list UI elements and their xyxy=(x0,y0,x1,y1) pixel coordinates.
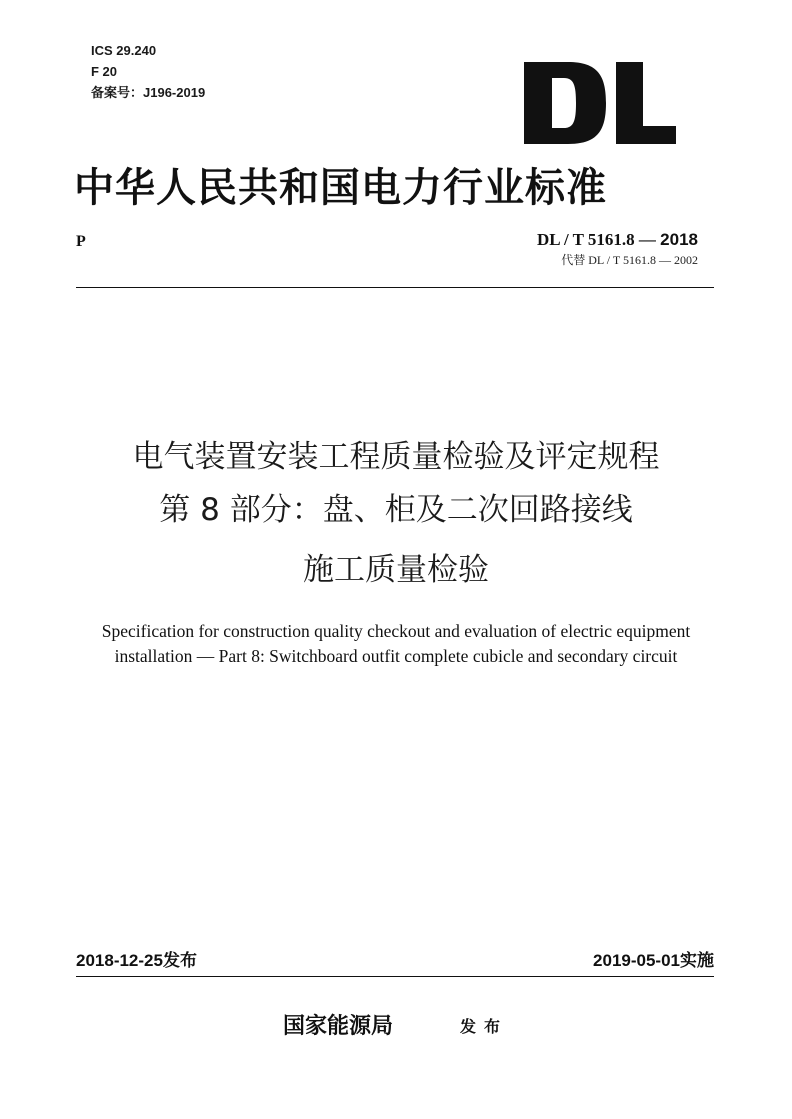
standard-code xyxy=(537,229,698,251)
record-number: 备案号：J196-2019 xyxy=(91,85,206,100)
title-cn-line-3: 施工质量检验 xyxy=(303,552,489,588)
standard-code-year: 2018 xyxy=(660,230,698,249)
standard-metadata xyxy=(91,40,205,103)
title-cn-line-2: 第 8 部分：盘、柜及二次回路接线 xyxy=(159,492,633,528)
ics-code: ICS 29.240 xyxy=(91,43,157,58)
dl-logo xyxy=(518,62,678,144)
title-en-line-1: Specification for construction quality checkout and evaluation of electric equipment xyxy=(101,621,691,641)
bottom-divider xyxy=(76,976,714,977)
category-code: P xyxy=(76,233,86,250)
top-divider xyxy=(76,287,714,288)
standard-type-title: 中华人民共和国电力行业标准 xyxy=(74,164,607,211)
publisher-name: 国家能源局 xyxy=(283,1013,394,1039)
publish-label: 发布 xyxy=(460,1017,509,1036)
title-cn-line-1: 电气装置安装工程质量检验及评定规程 xyxy=(132,439,660,475)
standard-code-prefix: DL / T 5161.8 — xyxy=(537,230,656,249)
replaced-standard: 代替 DL / T 5161.8 — 2002 xyxy=(561,253,698,267)
ccs-code: F 20 xyxy=(91,64,118,79)
issue-date: 2018-12-25发布 xyxy=(76,951,197,970)
implementation-date: 2019-05-01实施 xyxy=(593,951,714,970)
title-en-line-2: installation — Part 8: Switchboard outfit complete cubicle and secondary circuit xyxy=(114,646,678,666)
